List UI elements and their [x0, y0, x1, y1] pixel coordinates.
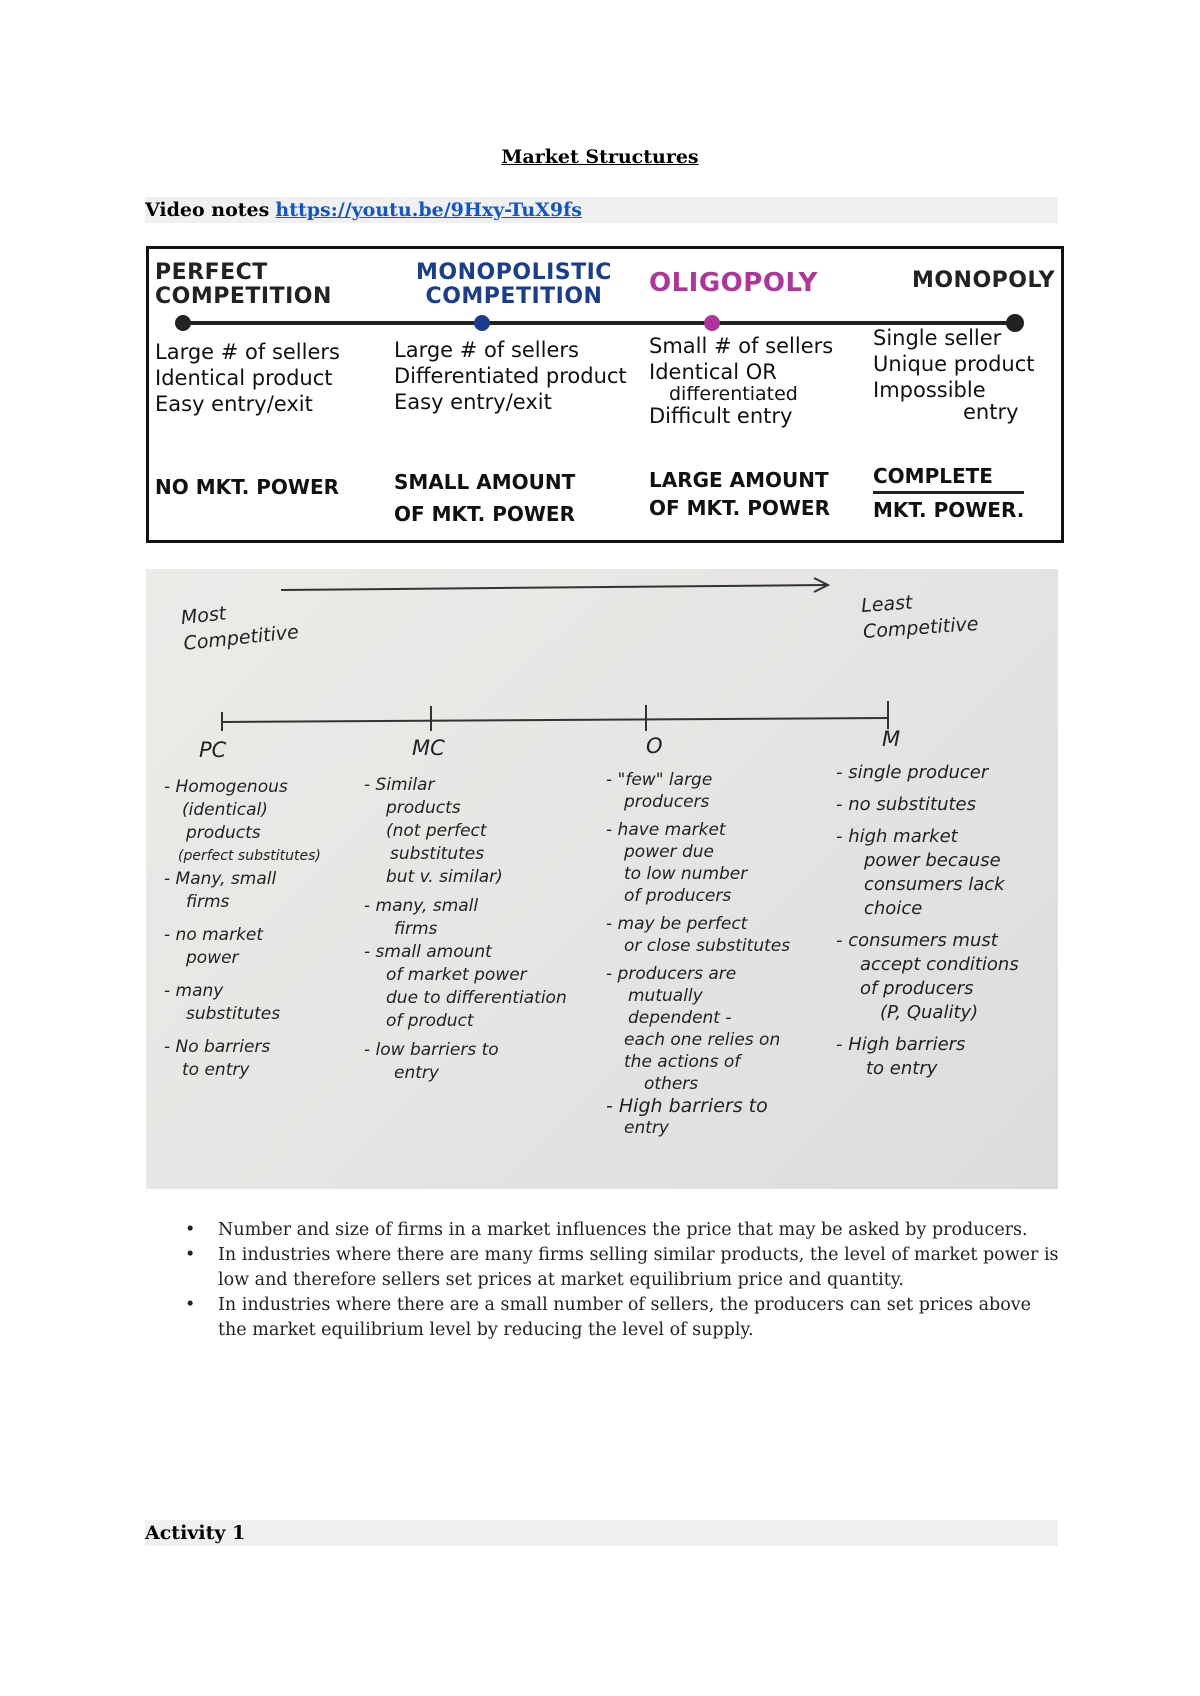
note-line: to low number — [624, 864, 748, 884]
page-title: Market Structures — [501, 146, 699, 168]
feature-line: Small # of sellers — [649, 334, 834, 358]
feature-line: differentiated — [669, 383, 798, 405]
bullet-list — [185, 1218, 1065, 1343]
note-line: entry — [624, 1118, 669, 1138]
whiteboard-column-o — [606, 735, 836, 1139]
note-line: choice — [864, 898, 923, 919]
note-line: - "few" large — [606, 770, 713, 790]
competition-arrow-line — [281, 585, 826, 590]
label-line: Competitive — [182, 620, 300, 655]
note-line: firms — [186, 892, 230, 912]
note-line: power — [186, 948, 239, 968]
title-line: OLIGOPOLY — [649, 268, 818, 298]
feature-line: Identical product — [155, 366, 333, 390]
note-line: or close substitutes — [624, 936, 791, 956]
note-line: - low barriers to — [364, 1040, 499, 1060]
whiteboard-column-mc — [364, 737, 584, 1085]
column-monopoly — [873, 268, 1059, 522]
market-power-label: OF MKT. POWER — [649, 496, 830, 520]
note-line: products — [386, 798, 461, 818]
label-line: Most — [179, 602, 228, 630]
note-line: the actions of — [624, 1052, 741, 1072]
note-line: to entry — [866, 1058, 938, 1079]
video-notes-label: Video notes — [145, 199, 270, 221]
title-line: COMPETITION — [425, 284, 603, 309]
note-line: - many — [164, 981, 224, 1001]
note-line: firms — [394, 919, 438, 939]
column-monopolistic-competition — [394, 260, 634, 526]
note-line: - single producer — [836, 762, 989, 783]
column-title — [155, 261, 405, 309]
whiteboard-column-m — [836, 727, 1056, 1081]
note-line: accept conditions — [860, 954, 1019, 975]
whiteboard-photo — [146, 569, 1058, 1189]
note-line: - small amount — [364, 942, 492, 962]
column-title — [394, 261, 634, 309]
note-line: entry — [394, 1063, 439, 1083]
note-line: producers — [624, 792, 710, 812]
label-line: Competitive — [862, 612, 980, 643]
market-power-label: MKT. POWER. — [873, 498, 1025, 522]
column-perfect-competition — [155, 260, 405, 499]
note-line: consumers lack — [864, 874, 1005, 895]
activity-heading: Activity 1 — [145, 1520, 1058, 1546]
column-title — [649, 269, 849, 297]
note-line: others — [644, 1074, 699, 1094]
note-line: - No barriers — [164, 1037, 271, 1057]
note-line: - have market — [606, 820, 726, 840]
note-line: of product — [386, 1011, 474, 1031]
note-line: mutually — [628, 986, 703, 1006]
note-line: (identical) — [182, 800, 268, 820]
feature-line: Single seller — [873, 326, 1002, 350]
column-head: O — [646, 734, 663, 758]
video-link[interactable]: https://youtu.be/9Hxy-TuX9fs — [275, 199, 582, 221]
note-line: - high market — [836, 826, 958, 847]
video-notes-row — [145, 197, 1058, 223]
feature-line: Difficult entry — [649, 404, 793, 428]
title-line: COMPETITION — [155, 284, 332, 309]
note-line: substitutes — [186, 1004, 281, 1024]
note-line: - consumers must — [836, 930, 998, 951]
note-line: (P, Quality) — [880, 1002, 979, 1023]
note-line: due to differentiation — [386, 988, 567, 1008]
note-line: (perfect substitutes) — [178, 848, 321, 864]
feature-line: Impossible — [873, 378, 986, 402]
note-line: products — [186, 823, 261, 843]
whiteboard-axis-line — [222, 718, 888, 722]
column-head: PC — [199, 738, 227, 762]
column-head: MC — [412, 736, 445, 760]
bullet-item — [185, 1293, 1065, 1343]
market-power-label: LARGE AMOUNT — [649, 468, 829, 492]
note-line: power due — [624, 842, 714, 862]
note-line: of producers — [860, 978, 974, 999]
bullet-text: Number and size of firms in a market influences the price that may be asked by producers. — [218, 1220, 1028, 1240]
note-line: (not perfect — [386, 821, 487, 841]
bullet-text: In industries where there are a small number of sellers, the producers can set prices above the market equilibrium level by reducing the level of supply. — [218, 1295, 1031, 1340]
market-power-label: NO MKT. POWER — [155, 475, 340, 499]
market-power-label: OF MKT. POWER — [394, 502, 575, 526]
note-line: - many, small — [364, 896, 479, 916]
note-line: - Many, small — [164, 869, 277, 889]
note-line: substitutes — [390, 844, 485, 864]
title-line: PERFECT — [155, 260, 268, 285]
bullet-symbol: • — [185, 1295, 196, 1315]
bullet-text: In industries where there are many firms selling similar products, the level of market power is low and therefore sellers set prices at market equilibrium price and quantity. — [218, 1245, 1059, 1290]
note-line: but v. similar) — [386, 867, 503, 887]
note-line: of market power — [386, 965, 527, 985]
feature-line: Large # of sellers — [394, 338, 579, 362]
bullet-item — [185, 1218, 1065, 1243]
note-line: - no substitutes — [836, 794, 976, 815]
title-line: MONOPOLISTIC — [416, 260, 612, 285]
note-line: - High barriers to — [606, 1095, 768, 1117]
column-title — [873, 269, 1059, 293]
market-power-label: SMALL AMOUNT — [394, 470, 576, 494]
feature-line: Differentiated product — [394, 364, 627, 388]
note-line: - High barriers — [836, 1034, 966, 1055]
note-line: to entry — [182, 1060, 250, 1080]
note-line: - Similar — [364, 775, 435, 795]
note-line: - no market — [164, 925, 264, 945]
bullet-symbol: • — [185, 1220, 196, 1240]
note-line: of producers — [624, 886, 732, 906]
feature-line: Identical OR — [649, 360, 777, 384]
feature-line: Large # of sellers — [155, 340, 340, 364]
title-line: MONOPOLY — [911, 268, 1055, 293]
bullet-symbol: • — [185, 1245, 196, 1265]
note-line: power because — [864, 850, 1001, 871]
least-competitive-label — [860, 585, 979, 645]
feature-line: entry — [963, 400, 1019, 424]
whiteboard-column-pc — [164, 739, 354, 1082]
note-line: dependent - — [628, 1008, 732, 1028]
bullet-item — [185, 1243, 1065, 1293]
feature-line: Unique product — [873, 352, 1035, 376]
market-power-label: COMPLETE — [873, 461, 1024, 494]
note-line: - Homogenous — [164, 777, 288, 797]
note-line: each one relies on — [624, 1030, 781, 1050]
feature-line: Easy entry/exit — [155, 392, 313, 416]
note-line: - may be perfect — [606, 914, 748, 934]
label-line: Least — [860, 591, 914, 618]
column-head: M — [882, 727, 901, 751]
feature-line: Easy entry/exit — [394, 390, 552, 414]
market-structure-spectrum-diagram — [146, 246, 1064, 543]
note-line: - producers are — [606, 964, 737, 984]
column-oligopoly — [649, 268, 849, 520]
